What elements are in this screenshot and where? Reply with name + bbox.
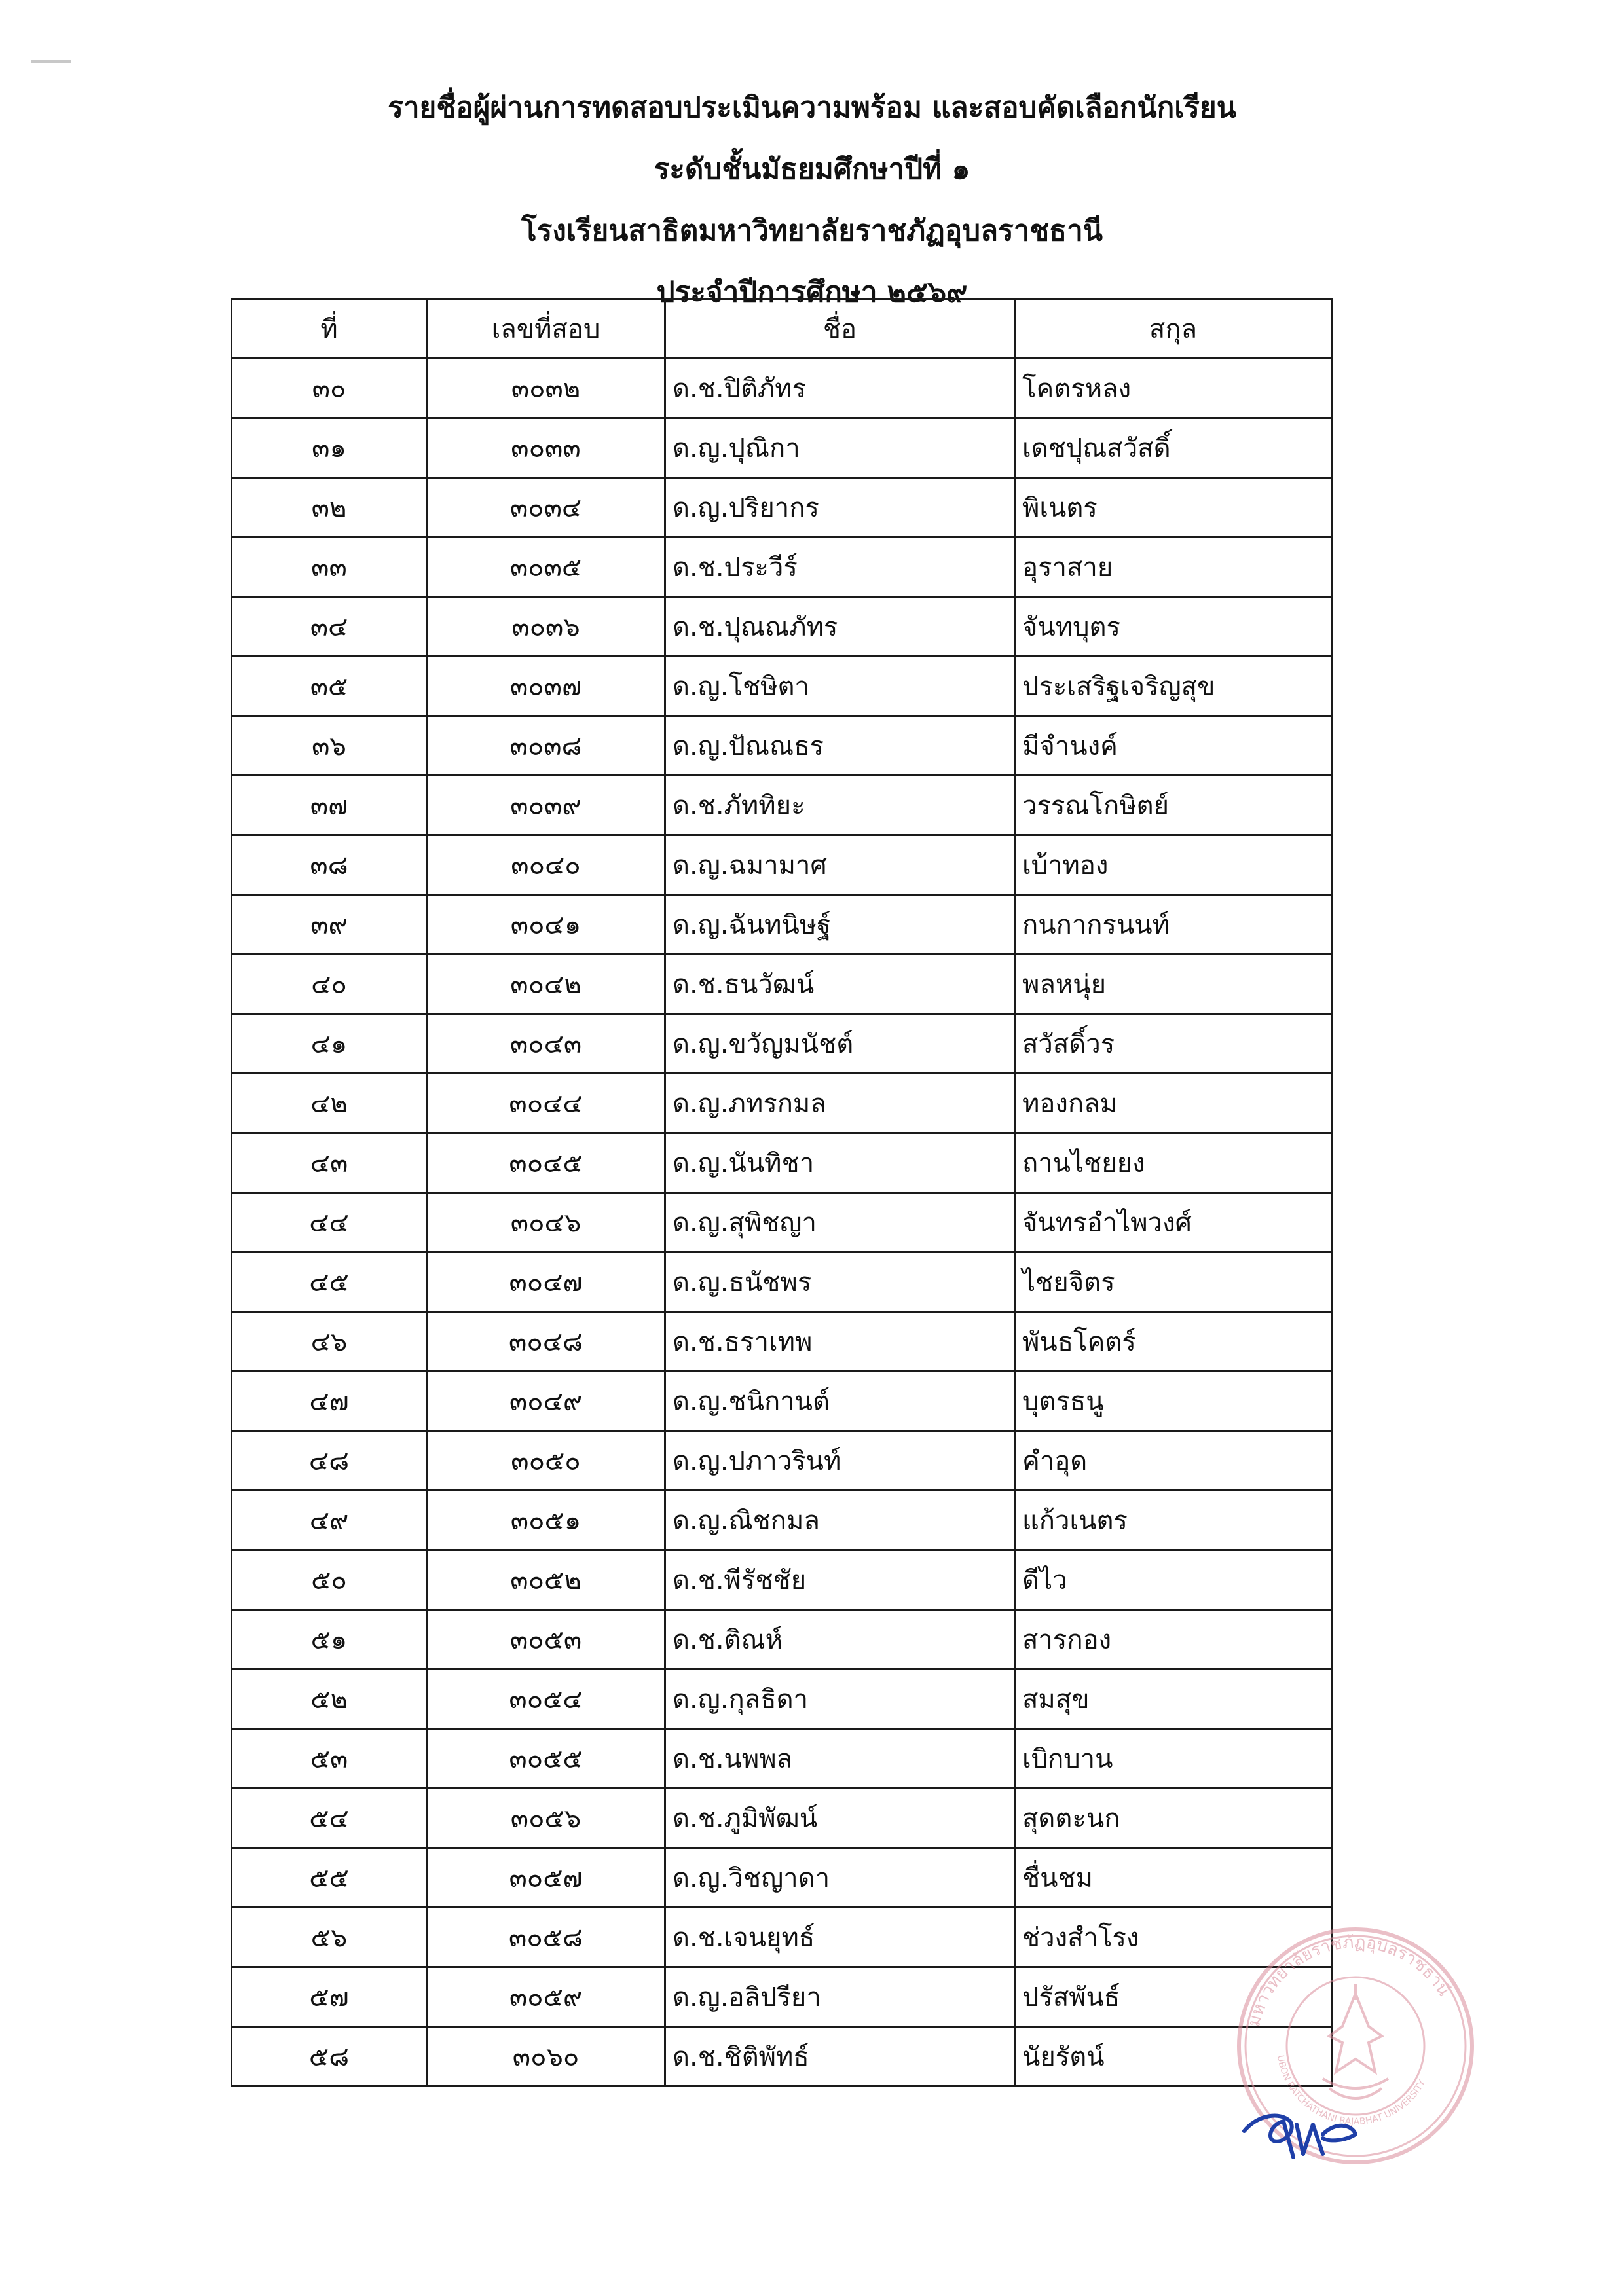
- table-row: [232, 1610, 1332, 1669]
- cell-row-number: ๕๔: [232, 1789, 427, 1848]
- cell-first-name: ด.ญ.ธนัชพร: [665, 1252, 1015, 1312]
- cell-first-name: ด.ช.ติณห์: [665, 1610, 1015, 1669]
- cell-first-name: ด.ช.เจนยุทธ์: [665, 1908, 1015, 1967]
- cell-exam-number: ๓๐๔๖: [427, 1193, 665, 1252]
- cell-surname: จันทรอำไพวงศ์: [1015, 1193, 1332, 1252]
- table-row: [232, 716, 1332, 776]
- cell-exam-number: ๓๐๓๕: [427, 538, 665, 597]
- cell-exam-number: ๓๐๔๓: [427, 1014, 665, 1074]
- cell-first-name: ด.ญ.โชษิตา: [665, 657, 1015, 716]
- cell-surname: อุราสาย: [1015, 538, 1332, 597]
- cell-surname: พันธโคตร์: [1015, 1312, 1332, 1372]
- cell-surname: ดีไว: [1015, 1550, 1332, 1610]
- cell-row-number: ๓๑: [232, 418, 427, 478]
- cell-first-name: ด.ญ.ปัณณธร: [665, 716, 1015, 776]
- cell-exam-number: ๓๐๕๕: [427, 1729, 665, 1789]
- cell-exam-number: ๓๐๓๘: [427, 716, 665, 776]
- cell-first-name: ด.ช.ภัททิยะ: [665, 776, 1015, 835]
- cell-surname: มีจำนงค์: [1015, 716, 1332, 776]
- table-row: [232, 1372, 1332, 1431]
- cell-first-name: ด.ญ.นันทิชา: [665, 1133, 1015, 1193]
- cell-exam-number: ๓๐๓๒: [427, 359, 665, 418]
- cell-surname: พลหนุ่ย: [1015, 955, 1332, 1014]
- cell-surname: วรรณโกษิตย์: [1015, 776, 1332, 835]
- cell-exam-number: ๓๐๓๖: [427, 597, 665, 657]
- cell-row-number: ๔๙: [232, 1491, 427, 1550]
- cell-exam-number: ๓๐๕๖: [427, 1789, 665, 1848]
- cell-first-name: ด.ญ.ปุณิกา: [665, 418, 1015, 478]
- table-body: [232, 359, 1332, 2086]
- cell-surname: สุดตะนก: [1015, 1789, 1332, 1848]
- table-row: [232, 1789, 1332, 1848]
- cell-first-name: ด.ญ.ขวัญมนัชต์: [665, 1014, 1015, 1074]
- cell-exam-number: ๓๐๔๑: [427, 895, 665, 955]
- cell-surname: กนกากรนนท์: [1015, 895, 1332, 955]
- cell-row-number: ๔๓: [232, 1133, 427, 1193]
- cell-first-name: ด.ช.ธนวัฒน์: [665, 955, 1015, 1014]
- table-row: [232, 1967, 1332, 2027]
- table-row: [232, 1729, 1332, 1789]
- cell-surname: ประเสริฐเจริญสุข: [1015, 657, 1332, 716]
- cell-exam-number: ๓๐๓๓: [427, 418, 665, 478]
- table-row: [232, 478, 1332, 538]
- cell-row-number: ๓๔: [232, 597, 427, 657]
- cell-first-name: ด.ญ.ปริยากร: [665, 478, 1015, 538]
- header-title: รายชื่อผู้ผ่านการทดสอบประเมินความพร้อม และสอบคัดเลือกนักเรียน: [388, 91, 1236, 124]
- cell-first-name: ด.ช.ธราเทพ: [665, 1312, 1015, 1372]
- table-row: [232, 359, 1332, 418]
- cell-row-number: ๕๕: [232, 1848, 427, 1908]
- cell-first-name: ด.ญ.ภทรกมล: [665, 1074, 1015, 1133]
- cell-first-name: ด.ญ.อลิปรียา: [665, 1967, 1015, 2027]
- cell-row-number: ๕๖: [232, 1908, 427, 1967]
- cell-first-name: ด.ญ.ณิชกมล: [665, 1491, 1015, 1550]
- cell-row-number: ๕๓: [232, 1729, 427, 1789]
- cell-surname: เบ้าทอง: [1015, 835, 1332, 895]
- table-row: [232, 776, 1332, 835]
- cell-exam-number: ๓๐๔๗: [427, 1252, 665, 1312]
- table-row: [232, 2027, 1332, 2086]
- cell-first-name: ด.ช.ภูมิพัฒน์: [665, 1789, 1015, 1848]
- cell-exam-number: ๓๐๕๑: [427, 1491, 665, 1550]
- cell-row-number: ๔๔: [232, 1193, 427, 1252]
- cell-exam-number: ๓๐๖๐: [427, 2027, 665, 2086]
- document-header: [0, 77, 1624, 323]
- cell-exam-number: ๓๐๕๘: [427, 1908, 665, 1967]
- cell-row-number: ๓๘: [232, 835, 427, 895]
- scan-speck: [31, 60, 71, 63]
- cell-surname: บุตรธนู: [1015, 1372, 1332, 1431]
- cell-surname: แก้วเนตร: [1015, 1491, 1332, 1550]
- cell-exam-number: ๓๐๕๔: [427, 1669, 665, 1729]
- cell-first-name: ด.ญ.กุลธิดา: [665, 1669, 1015, 1729]
- cell-row-number: ๔๘: [232, 1431, 427, 1491]
- cell-row-number: ๓๙: [232, 895, 427, 955]
- cell-surname: ปรัสพันธ์: [1015, 1967, 1332, 2027]
- cell-row-number: ๔๐: [232, 955, 427, 1014]
- cell-first-name: ด.ญ.วิชญาดา: [665, 1848, 1015, 1908]
- cell-surname: สมสุข: [1015, 1669, 1332, 1729]
- cell-exam-number: ๓๐๔๐: [427, 835, 665, 895]
- cell-row-number: ๓๖: [232, 716, 427, 776]
- header-school-name: โรงเรียนสาธิตมหาวิทยาลัยราชภัฏอุบลราชธานี: [521, 214, 1103, 247]
- cell-surname: เดชปุณสวัสดิ์: [1015, 418, 1332, 478]
- cell-exam-number: ๓๐๔๔: [427, 1074, 665, 1133]
- table-row: [232, 1848, 1332, 1908]
- cell-surname: คำอุด: [1015, 1431, 1332, 1491]
- table-row: [232, 835, 1332, 895]
- column-header-no: ที่: [232, 299, 427, 359]
- table-row: [232, 597, 1332, 657]
- cell-first-name: ด.ญ.ชนิกานต์: [665, 1372, 1015, 1431]
- cell-first-name: ด.ช.ปุณณภัทร: [665, 597, 1015, 657]
- cell-first-name: ด.ญ.ปภาวรินท์: [665, 1431, 1015, 1491]
- cell-exam-number: ๓๐๔๒: [427, 955, 665, 1014]
- cell-exam-number: ๓๐๕๒: [427, 1550, 665, 1610]
- cell-exam-number: ๓๐๕๗: [427, 1848, 665, 1908]
- table-row: [232, 1014, 1332, 1074]
- table-row: [232, 1908, 1332, 1967]
- cell-row-number: ๔๖: [232, 1312, 427, 1372]
- passed-students-table: [231, 298, 1333, 2087]
- cell-row-number: ๓๕: [232, 657, 427, 716]
- cell-surname: สวัสดิ์วร: [1015, 1014, 1332, 1074]
- cell-surname: สารกอง: [1015, 1610, 1332, 1669]
- cell-exam-number: ๓๐๓๙: [427, 776, 665, 835]
- cell-surname: เบิกบาน: [1015, 1729, 1332, 1789]
- cell-exam-number: ๓๐๕๐: [427, 1431, 665, 1491]
- cell-surname: นัยรัตน์: [1015, 2027, 1332, 2086]
- table-row: [232, 1252, 1332, 1312]
- cell-surname: ทองกลม: [1015, 1074, 1332, 1133]
- table-row: [232, 1550, 1332, 1610]
- cell-row-number: ๕๗: [232, 1967, 427, 2027]
- table-row: [232, 1074, 1332, 1133]
- seal-outer-text: มหาวิทยาลัยราชภัฏอุบลราชธานี: [1244, 1932, 1454, 2029]
- cell-surname: ชื่นชม: [1015, 1848, 1332, 1908]
- cell-surname: โคตรหลง: [1015, 359, 1332, 418]
- cell-first-name: ด.ช.ประวีร์: [665, 538, 1015, 597]
- cell-surname: ช่วงสำโรง: [1015, 1908, 1332, 1967]
- table-row: [232, 1431, 1332, 1491]
- cell-exam-number: ๓๐๔๕: [427, 1133, 665, 1193]
- cell-surname: ถานไชยยง: [1015, 1133, 1332, 1193]
- table-row: [232, 1669, 1332, 1729]
- column-header-name: ชื่อ: [665, 299, 1015, 359]
- cell-first-name: ด.ช.นพพล: [665, 1729, 1015, 1789]
- table-row: [232, 955, 1332, 1014]
- cell-row-number: ๔๒: [232, 1074, 427, 1133]
- table-row: [232, 1133, 1332, 1193]
- cell-exam-number: ๓๐๕๓: [427, 1610, 665, 1669]
- table-row: [232, 1491, 1332, 1550]
- cell-first-name: ด.ช.ชิติพัทธ์: [665, 2027, 1015, 2086]
- cell-row-number: ๕๘: [232, 2027, 427, 2086]
- cell-surname: จันทบุตร: [1015, 597, 1332, 657]
- signature-mark: [1231, 2095, 1362, 2174]
- cell-first-name: ด.ญ.ฉมามาศ: [665, 835, 1015, 895]
- column-header-surname: สกุล: [1015, 299, 1332, 359]
- cell-surname: พิเนตร: [1015, 478, 1332, 538]
- cell-row-number: ๕๒: [232, 1669, 427, 1729]
- cell-exam-number: ๓๐๓๗: [427, 657, 665, 716]
- seal-emblem-icon: [1323, 1984, 1388, 2098]
- table-row: [232, 418, 1332, 478]
- cell-row-number: ๓๓: [232, 538, 427, 597]
- cell-exam-number: ๓๐๕๙: [427, 1967, 665, 2027]
- cell-exam-number: ๓๐๔๙: [427, 1372, 665, 1431]
- cell-row-number: ๔๕: [232, 1252, 427, 1312]
- cell-first-name: ด.ช.พีรัชชัย: [665, 1550, 1015, 1610]
- header-grade-level: ระดับชั้นมัธยมศึกษาปีที่ ๑: [654, 153, 970, 186]
- cell-first-name: ด.ญ.ฉันทนิษฐ์: [665, 895, 1015, 955]
- cell-row-number: ๓๒: [232, 478, 427, 538]
- table-row: [232, 895, 1332, 955]
- cell-row-number: ๔๗: [232, 1372, 427, 1431]
- cell-row-number: ๔๑: [232, 1014, 427, 1074]
- table-header-row: [232, 299, 1332, 359]
- cell-surname: ไชยจิตร: [1015, 1252, 1332, 1312]
- column-header-exam-no: เลขที่สอบ: [427, 299, 665, 359]
- table-row: [232, 657, 1332, 716]
- table-row: [232, 1312, 1332, 1372]
- cell-row-number: ๓๐: [232, 359, 427, 418]
- cell-exam-number: ๓๐๔๘: [427, 1312, 665, 1372]
- cell-row-number: ๕๑: [232, 1610, 427, 1669]
- cell-first-name: ด.ช.ปิติภัทร: [665, 359, 1015, 418]
- cell-row-number: ๕๐: [232, 1550, 427, 1610]
- cell-exam-number: ๓๐๓๔: [427, 478, 665, 538]
- header-academic-year: ประจำปีการศึกษา ๒๕๖๙: [656, 276, 968, 309]
- table-row: [232, 538, 1332, 597]
- seal-inner-text: UBON RATCHATHANI RAJABHAT UNIVERSITY: [1274, 2054, 1428, 2128]
- cell-first-name: ด.ญ.สุพิชญา: [665, 1193, 1015, 1252]
- table-row: [232, 1193, 1332, 1252]
- cell-row-number: ๓๗: [232, 776, 427, 835]
